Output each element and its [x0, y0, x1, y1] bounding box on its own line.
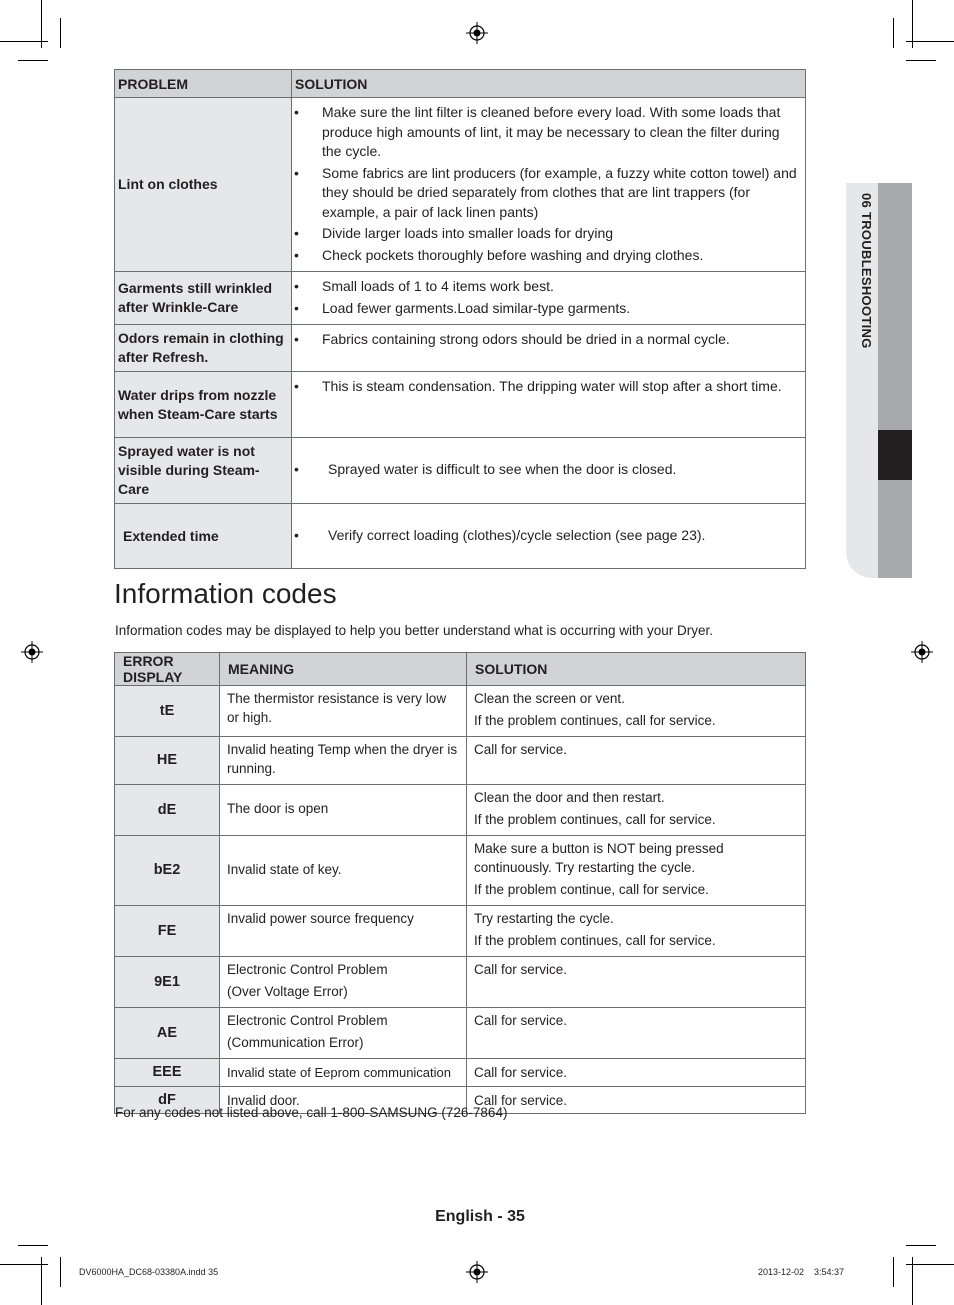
- solution-cell: [467, 1008, 806, 1059]
- table-row: [115, 737, 806, 785]
- solution-text: Try restarting the cycle.: [474, 911, 614, 926]
- table-row: [115, 957, 806, 1008]
- solution-item: • Sprayed water is difficult to see when the door is closed.: [292, 460, 801, 480]
- meaning-cell: [220, 1008, 467, 1059]
- meaning-text: Electronic Control Problem: [227, 1013, 388, 1028]
- tab-marker: [878, 430, 912, 480]
- solution-text: Call for service.: [474, 1092, 568, 1108]
- column-header: PROBLEM: [115, 70, 292, 98]
- error-code: FE: [115, 906, 220, 957]
- crop-mark: [60, 18, 61, 48]
- solution-item: • Fabrics containing strong odors should be dried in a normal cycle.: [292, 330, 801, 350]
- column-header: MEANING: [220, 653, 467, 686]
- error-code: AE: [115, 1008, 220, 1059]
- solution-item: • Verify correct loading (clothes)/cycle selection (see page 23).: [292, 526, 801, 546]
- solution-cell: [467, 686, 806, 737]
- print-slug-filename: DV6000HA_DC68-03380A.indd 35: [79, 1267, 219, 1277]
- table-row: [115, 372, 806, 438]
- meaning-cell: [220, 686, 467, 737]
- table-header-row: [115, 70, 806, 98]
- meaning-text: The door is open: [227, 801, 329, 816]
- meaning-text: (Communication Error): [227, 1035, 364, 1050]
- solution-cell: [292, 98, 806, 272]
- problem-cell: Garments still wrinkled after Wrinkle-Care: [115, 272, 292, 325]
- solution-cell: [292, 372, 806, 438]
- solution-text: If the problem continues, call for service.: [474, 933, 716, 948]
- meaning-text: The thermistor resistance is very low or high.: [227, 691, 447, 725]
- solution-cell: [467, 1087, 806, 1114]
- solution-cell: [467, 1059, 806, 1087]
- solution-text: Clean the screen or vent.: [474, 691, 625, 706]
- meaning-cell: [220, 906, 467, 957]
- meaning-cell: [220, 737, 467, 785]
- table-row: [115, 906, 806, 957]
- crop-mark: [893, 18, 894, 48]
- solution-item: • Divide larger loads into smaller loads for drying: [292, 224, 801, 244]
- chapter-label: 06 TROUBLESHOOTING: [859, 193, 874, 349]
- table-row: [115, 785, 806, 836]
- error-code: HE: [115, 737, 220, 785]
- table-row: [115, 325, 806, 372]
- solution-text: If the problem continues, call for service.: [474, 713, 716, 728]
- solution-text: Make sure a button is NOT being pressed continuously. Try restarting the cycle.: [474, 841, 724, 875]
- solution-item: • Load fewer garments.Load similar-type garments.: [292, 299, 801, 319]
- table-row: [115, 836, 806, 906]
- solution-cell: [292, 438, 806, 504]
- crop-mark: [60, 1257, 61, 1287]
- solution-cell: [292, 504, 806, 569]
- meaning-text: Invalid power source frequency: [227, 911, 414, 926]
- solution-item: • Small loads of 1 to 4 items work best.: [292, 277, 801, 297]
- troubleshooting-table: [114, 69, 806, 569]
- column-header: SOLUTION: [292, 70, 806, 98]
- meaning-text: Invalid state of Eeprom communication: [227, 1065, 451, 1080]
- solution-cell: [467, 785, 806, 836]
- chapter-side-tab: [846, 183, 912, 578]
- crop-mark: [18, 60, 48, 61]
- solution-text: Call for service.: [474, 742, 568, 757]
- crop-mark: [893, 1257, 894, 1287]
- error-code: dE: [115, 785, 220, 836]
- table-row: [115, 504, 806, 569]
- problem-cell: Water drips from nozzle when Steam-Care starts: [115, 372, 292, 438]
- meaning-text: (Over Voltage Error): [227, 984, 348, 999]
- registration-mark-icon: [21, 641, 43, 663]
- problem-cell: Extended time: [115, 504, 292, 569]
- column-header: SOLUTION: [467, 653, 806, 686]
- crop-mark: [906, 1245, 936, 1246]
- solution-text: If the problem continues, call for service.: [474, 812, 716, 827]
- error-code: dF: [115, 1087, 220, 1114]
- meaning-text: Invalid heating Temp when the dryer is running.: [227, 742, 458, 776]
- crop-mark: [0, 1264, 48, 1265]
- meaning-cell: [220, 785, 467, 836]
- solution-item: • Make sure the lint filter is cleaned before every load. With some loads that produce high amounts of lint, it may be necessary to clean the filter during the cycle.: [292, 103, 801, 162]
- information-codes-table: [114, 652, 806, 1114]
- solution-cell: [292, 325, 806, 372]
- error-code: tE: [115, 686, 220, 737]
- table-row: [115, 1008, 806, 1059]
- page-number: English - 35: [435, 1208, 525, 1225]
- print-slug-timestamp: 2013-12-02 3:54:37: [758, 1267, 845, 1277]
- meaning-cell: [220, 1059, 467, 1087]
- crop-mark: [906, 1264, 954, 1265]
- solution-item: • Some fabrics are lint producers (for example, a fuzzy white cotton towel) and they should be dried separately from clothes that are lint trappers (for example, a pair of lack linen pants): [292, 164, 801, 223]
- solution-text: Call for service.: [474, 1013, 568, 1028]
- problem-cell: Lint on clothes: [115, 98, 292, 272]
- meaning-text: Electronic Control Problem: [227, 962, 388, 977]
- footer-note: For any codes not listed above, call 1-800-SAMSUNG (726-7864): [115, 1105, 508, 1120]
- tab-stripe: [878, 183, 912, 578]
- solution-text: If the problem continue, call for service.: [474, 882, 709, 897]
- crop-mark: [906, 60, 936, 61]
- error-code: bE2: [115, 836, 220, 906]
- problem-cell: Sprayed water is not visible during Steam-Care: [115, 438, 292, 504]
- solution-cell: [467, 836, 806, 906]
- table-row: [115, 438, 806, 504]
- solution-item: • This is steam condensation. The dripping water will stop after a short time.: [292, 377, 801, 397]
- solution-cell: [467, 906, 806, 957]
- section-intro: Information codes may be displayed to help you better understand what is occurring with your Dryer.: [115, 623, 714, 638]
- solution-cell: [292, 272, 806, 325]
- table-row: [115, 1059, 806, 1087]
- registration-mark-icon: [466, 22, 488, 44]
- solution-text: Call for service.: [474, 962, 568, 977]
- solution-text: Clean the door and then restart.: [474, 790, 665, 805]
- table-row: [115, 686, 806, 737]
- section-title: Information codes: [114, 578, 337, 609]
- solution-item: • Check pockets thoroughly before washing and drying clothes.: [292, 246, 801, 266]
- meaning-text: Invalid state of key.: [227, 861, 342, 877]
- table-header-row: [115, 653, 806, 686]
- solution-text: Call for service.: [474, 1065, 568, 1080]
- error-code: EEE: [115, 1059, 220, 1087]
- crop-mark: [18, 1245, 48, 1246]
- registration-mark-icon: [911, 641, 933, 663]
- crop-mark: [0, 41, 48, 42]
- solution-cell: [467, 737, 806, 785]
- crop-mark: [906, 41, 954, 42]
- meaning-cell: [220, 957, 467, 1008]
- solution-cell: [467, 957, 806, 1008]
- column-header: ERROR DISPLAY: [115, 653, 220, 686]
- meaning-text: Invalid door.: [227, 1092, 300, 1108]
- error-code: 9E1: [115, 957, 220, 1008]
- meaning-cell: [220, 836, 467, 906]
- problem-cell: Odors remain in clothing after Refresh.: [115, 325, 292, 372]
- registration-mark-icon: [466, 1261, 488, 1283]
- table-row: [115, 98, 806, 272]
- table-row: [115, 272, 806, 325]
